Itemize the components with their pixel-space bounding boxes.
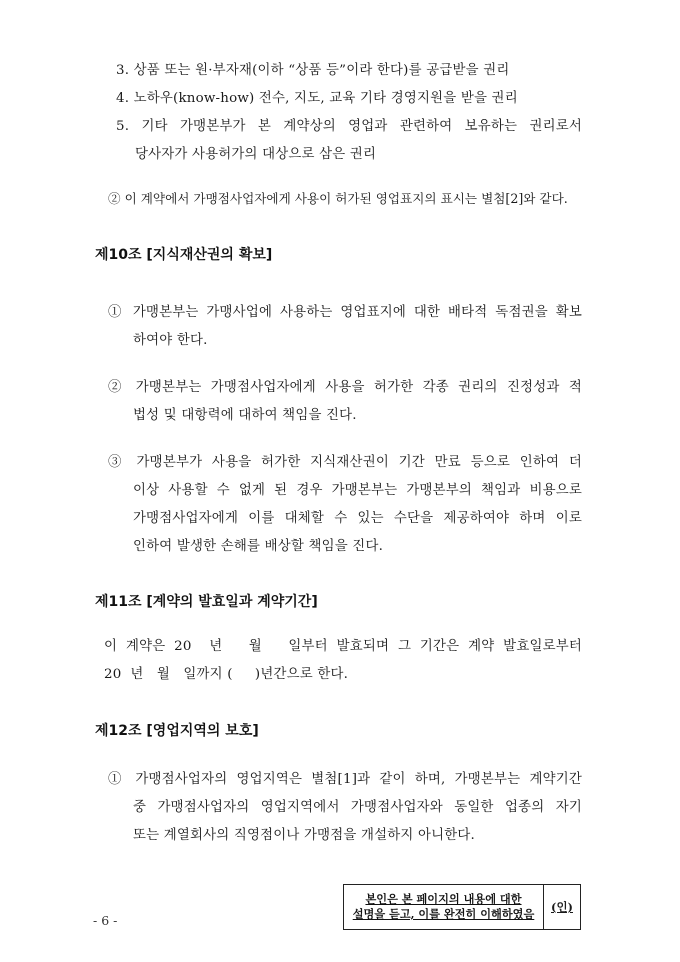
article-12-para-1-line-2: 중 가맹점사업자의 영업지역에서 가맹점사업자와 동일한 업종의 자기 <box>133 800 582 815</box>
article-10-para-1-line-1: ① 가맹본부는 가맹사업에 사용하는 영업표지에 대한 배타적 독점권을 확보 <box>108 305 582 320</box>
article-12-para-1-line-1: ① 가맹점사업자의 영업지역은 별첨[1]과 같이 하며, 가맹본부는 계약기간 <box>108 772 582 787</box>
article-10-para-2-line-2: 법성 및 대항력에 대하여 책임을 진다. <box>133 408 357 423</box>
clause-item-5-line-1: 5. 기타 가맹본부가 본 계약상의 영업과 관련하여 보유하는 권리로서 <box>116 119 582 134</box>
confirmation-line-2: 설명을 듣고, 이를 완전히 이해하였음 <box>352 907 535 921</box>
article-11-heading: 제11조 [계약의 발효일과 계약기간] <box>95 594 318 610</box>
confirmation-box <box>343 884 581 930</box>
seal-field[interactable] <box>543 885 580 929</box>
article-10-para-2-line-1: ② 가맹본부는 가맹점사업자에게 사용을 허가한 각종 권리의 진정성과 적 <box>108 380 582 395</box>
article-11-line-2: 20 년 월 일까지 ( )년간으로 한다. <box>104 667 349 682</box>
article-10-para-3-line-1: ③ 가맹본부가 사용을 허가한 지식재산권이 기간 만료 등으로 인하여 더 <box>108 455 582 470</box>
article-10-para-3-line-2: 이상 사용할 수 없게 된 경우 가맹본부는 가맹본부의 책임과 비용으로 <box>133 483 582 498</box>
page-number: - 6 - <box>93 913 118 928</box>
article-10-para-3-line-3: 가맹점사업자에게 이를 대체할 수 있는 수단을 제공하여야 하며 이로 <box>133 511 582 526</box>
clause-item-4: 4. 노하우(know-how) 전수, 지도, 교육 기타 경영지원을 받을 권리 <box>116 91 518 106</box>
article-10-para-3-line-4: 인하여 발생한 손해를 배상할 책임을 진다. <box>133 539 384 554</box>
article-12-heading: 제12조 [영업지역의 보호] <box>95 723 259 739</box>
clause-item-5-line-2: 당사자가 사용허가의 대상으로 삼은 권리 <box>135 147 377 162</box>
article-11-line-1: 이 계약은 20 년 월 일부터 발효되며 그 기간은 계약 발효일로부터 <box>104 639 582 654</box>
seal-label: (인) <box>551 900 573 914</box>
clause-paragraph-2: ② 이 계약에서 가맹점사업자에게 사용이 허가된 영업표지의 표시는 별첨[2]와 같다. <box>108 191 568 206</box>
article-10-heading: 제10조 [지식재산권의 확보] <box>95 247 273 263</box>
clause-item-3: 3. 상품 또는 원·부자재(이하 “상품 등”이라 한다)를 공급받을 권리 <box>116 63 510 78</box>
article-10-para-1-line-2: 하여야 한다. <box>133 333 208 348</box>
article-12-para-1-line-3: 또는 계열회사의 직영점이나 가맹점을 개설하지 아니한다. <box>133 828 475 843</box>
confirmation-text <box>344 885 543 929</box>
confirmation-line-1: 본인은 본 페이지의 내용에 대한 <box>365 892 522 906</box>
